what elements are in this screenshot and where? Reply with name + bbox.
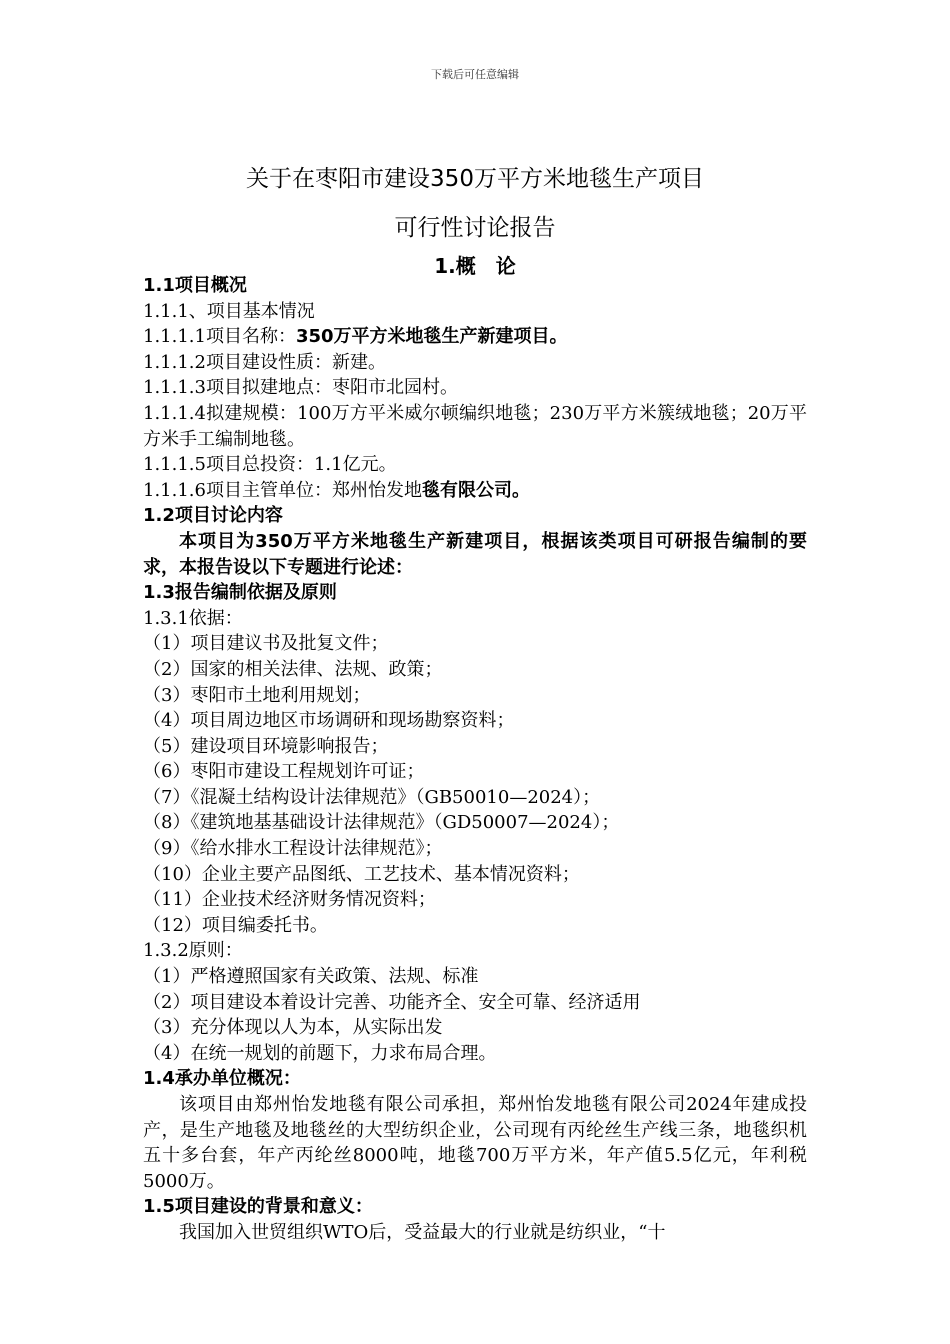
subsection-heading-1-1-1: 1.1.1、项目基本情况 bbox=[143, 300, 315, 322]
project-name-line bbox=[143, 324, 807, 350]
section-heading-1-4: 1.4承办单位概况： bbox=[143, 1068, 301, 1090]
section-1-5-paragraph: 我国加入世贸组织WTO后，受益最大的行业就是纺织业，“十 bbox=[179, 1221, 666, 1243]
basis-item: （5）建设项目环境影响报告； bbox=[143, 735, 389, 757]
section-heading-1-1: 1.1项目概况 bbox=[143, 275, 247, 296]
principle-item: （2）项目建设本着设计完善、功能齐全、安全可靠、经济适用 bbox=[143, 991, 641, 1013]
basis-item: （3）枣阳市土地利用规划； bbox=[143, 684, 371, 706]
basis-item: （1）项目建议书及批复文件； bbox=[143, 633, 389, 655]
basis-heading: 1.3.1依据： bbox=[143, 607, 243, 629]
project-name-label: 1.1.1.1项目名称： bbox=[143, 326, 296, 348]
project-nature-line: 1.1.1.2项目建设性质：新建。 bbox=[143, 351, 386, 373]
basis-item: （9）《给水排水工程设计法律规范》； bbox=[143, 838, 443, 860]
principle-heading: 1.3.2原则： bbox=[143, 940, 243, 962]
basis-item: （4）项目周边地区市场调研和现场勘察资料； bbox=[143, 710, 515, 732]
basis-item: （12）项目编委托书。 bbox=[143, 914, 328, 936]
basis-item: （10）企业主要产品图纸、工艺技术、基本情况资料； bbox=[143, 863, 580, 885]
project-owner-line bbox=[143, 478, 807, 504]
section-heading-1-3: 1.3报告编制依据及原则 bbox=[143, 582, 337, 604]
principle-item: （3）充分体现以人为本，从实际出发 bbox=[143, 1017, 443, 1039]
principle-item: （1）严格遵照国家有关政策、法规、标准 bbox=[143, 966, 479, 988]
principle-item: （4）在统一规划的前题下，力求布局合理。 bbox=[143, 1042, 497, 1064]
basis-item: （2）国家的相关法律、法规、政策； bbox=[143, 658, 443, 680]
section-1-4-paragraph: 该项目由郑州怡发地毯有限公司承担，郑州怡发地毯有限公司2024年建成投产，是生产地毯及地毯丝的大型纺织企业，公司现有丙纶丝生产线三条，地毯织机五十多台套，年产丙纶丝8000吨，地毯700万平方米，年产值5.5亿元，年利税5000万。 bbox=[143, 1094, 807, 1192]
chapter-heading: 1.概 论 bbox=[434, 254, 516, 278]
basis-item: （11）企业技术经济财务情况资料； bbox=[143, 889, 436, 911]
document-title-line-1: 关于在枣阳市建设350万平方米地毯生产项目 bbox=[246, 166, 704, 192]
section-heading-1-2: 1.2项目讨论内容 bbox=[143, 505, 283, 527]
document-title-line-2: 可行性讨论报告 bbox=[394, 215, 556, 241]
basis-item: （7）《混凝土结构设计法律规范》（GB50010—2024）； bbox=[143, 786, 601, 808]
project-investment-line: 1.1.1.5项目总投资：1.1亿元。 bbox=[143, 454, 397, 476]
project-site-line: 1.1.1.3项目拟建地点：枣阳市北园村。 bbox=[143, 377, 458, 399]
project-owner-label: 1.1.1.6项目主管单位：郑州怡发地 bbox=[143, 479, 422, 501]
document-body bbox=[143, 273, 807, 1246]
section-1-2-paragraph: 本项目为350万平方米地毯生产新建项目，根据该类项目可研报告编制的要求，本报告设以下专题进行论述： bbox=[143, 530, 807, 578]
project-owner-value: 毯有限公司。 bbox=[421, 479, 530, 501]
header-note: 下载后可任意编辑 bbox=[431, 68, 519, 81]
section-heading-1-5: 1.5项目建设的背景和意义： bbox=[143, 1196, 373, 1218]
basis-item: （8）《建筑地基基础设计法律规范》（GD50007—2024）； bbox=[143, 812, 620, 834]
project-name-value: 350万平方米地毯生产新建项目。 bbox=[295, 326, 568, 348]
project-scale-paragraph: 1.1.1.4拟建规模：100万方平米威尔顿编织地毯；230万平方米簇绒地毯；20万平方米手工编制地毯。 bbox=[143, 402, 807, 450]
basis-item: （6）枣阳市建设工程规划许可证； bbox=[143, 761, 425, 783]
